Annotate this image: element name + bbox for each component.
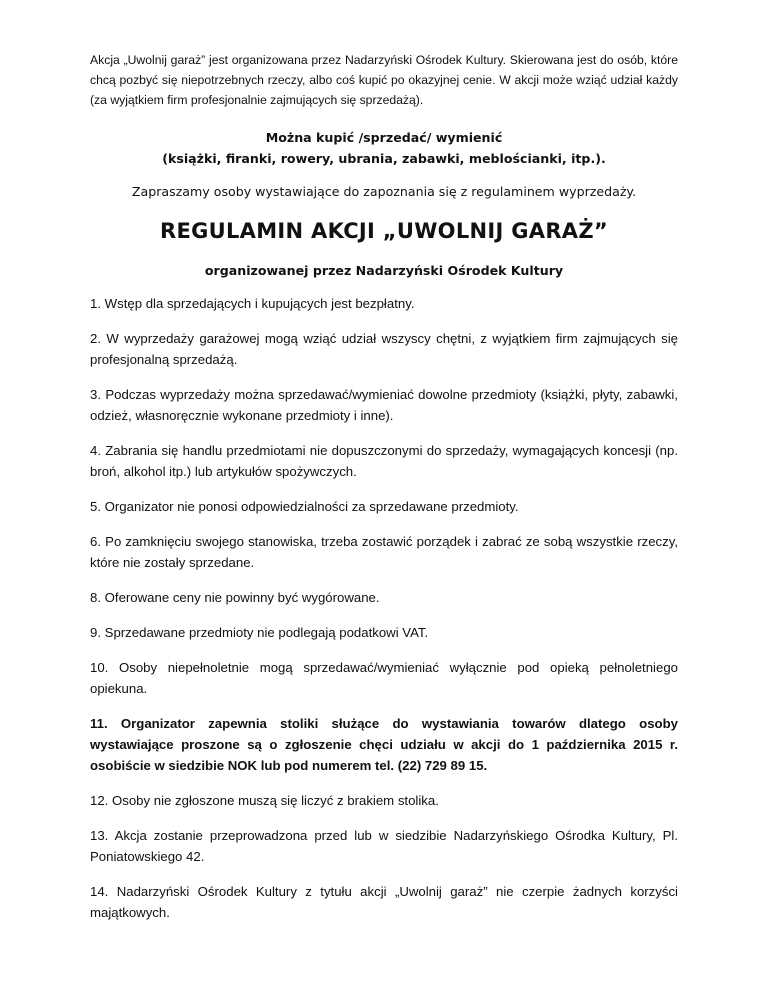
rule-item: 8. Oferowane ceny nie powinny być wygórowane.	[90, 590, 380, 605]
rule-item: 1. Wstęp dla sprzedających i kupujących jest bezpłatny.	[90, 296, 415, 311]
rule-item: 2. W wyprzedaży garażowej mogą wziąć udział wszyscy chętni, z wyjątkiem firm zajmujących się profesjonalną sprzedażą.	[90, 331, 678, 367]
rule-item: 10. Osoby niepełnoletnie mogą sprzedawać/wymieniać wyłącznie pod opieką pełnoletniego opiekuna.	[90, 660, 678, 696]
rule-item: 13. Akcja zostanie przeprowadzona przed lub w siedzibie Nadarzyńskiego Ośrodka Kultury, Pl. Poniatowskiego 42.	[90, 828, 678, 864]
rule-item: 5. Organizator nie ponosi odpowiedzialności za sprzedawane przedmioty.	[90, 499, 519, 514]
organizer-line: organizowanej przez Nadarzyński Ośrodek Kultury	[204, 263, 564, 278]
rule-item-highlighted: 11. Organizator zapewnia stoliki służące do wystawiania towarów dlatego osoby wystawiające proszone są o zgłoszenie chęci udziału w akcji do 1 października 2015 r. osobiście w siedzibie NOK lub pod numerem tel. (22) 729 89 15.	[90, 716, 678, 773]
document-page	[90, 50, 678, 937]
rule-item: 3. Podczas wyprzedaży można sprzedawać/wymieniać dowolne przedmioty (książki, płyty, zabawki, odzież, własnoręcznie wykonane przedmioty i inne).	[90, 387, 678, 423]
rule-item: 4. Zabrania się handlu przedmiotami nie dopuszczonymi do sprzedaży, wymagających koncesji (np. broń, alkohol itp.) lub artykułów spożywczych.	[90, 443, 678, 479]
rule-item: 9. Sprzedawane przedmioty nie podlegają podatkowi VAT.	[90, 625, 429, 640]
subheading-line-2: (książki, firanki, rowery, ubrania, zabawki, meblościanki, itp.).	[162, 151, 606, 166]
rule-item: 12. Osoby nie zgłoszone muszą się liczyć z brakiem stolika.	[90, 793, 439, 808]
subheading-line-1: Można kupić /sprzedać/ wymienić	[265, 130, 503, 145]
rule-item: 6. Po zamknięciu swojego stanowiska, trzeba zostawić porządek i zabrać ze sobą wszystkie rzeczy, które nie zostały sprzedane.	[90, 534, 678, 570]
regulations-title: REGULAMIN AKCJI „UWOLNIJ GARAŻ”	[160, 219, 608, 243]
rule-item: 14. Nadarzyński Ośrodek Kultury z tytułu akcji „Uwolnij garaż” nie czerpie żadnych korzyści majątkowych.	[90, 884, 678, 920]
intro-paragraph: Akcja „Uwolnij garaż” jest organizowana przez Nadarzyński Ośrodek Kultury. Skierowana jest do osób, które chcą pozbyć się niepotrzebnych rzeczy, albo coś kupić po okazyjnej cenie. W akcji może wziąć udział każdy (za wyjątkiem firm profesjonalnie zajmujących się sprzedażą).	[90, 53, 678, 107]
invitation-text: Zapraszamy osoby wystawiające do zapoznania się z regulaminem wyprzedaży.	[131, 184, 637, 199]
rules-list	[90, 293, 678, 923]
